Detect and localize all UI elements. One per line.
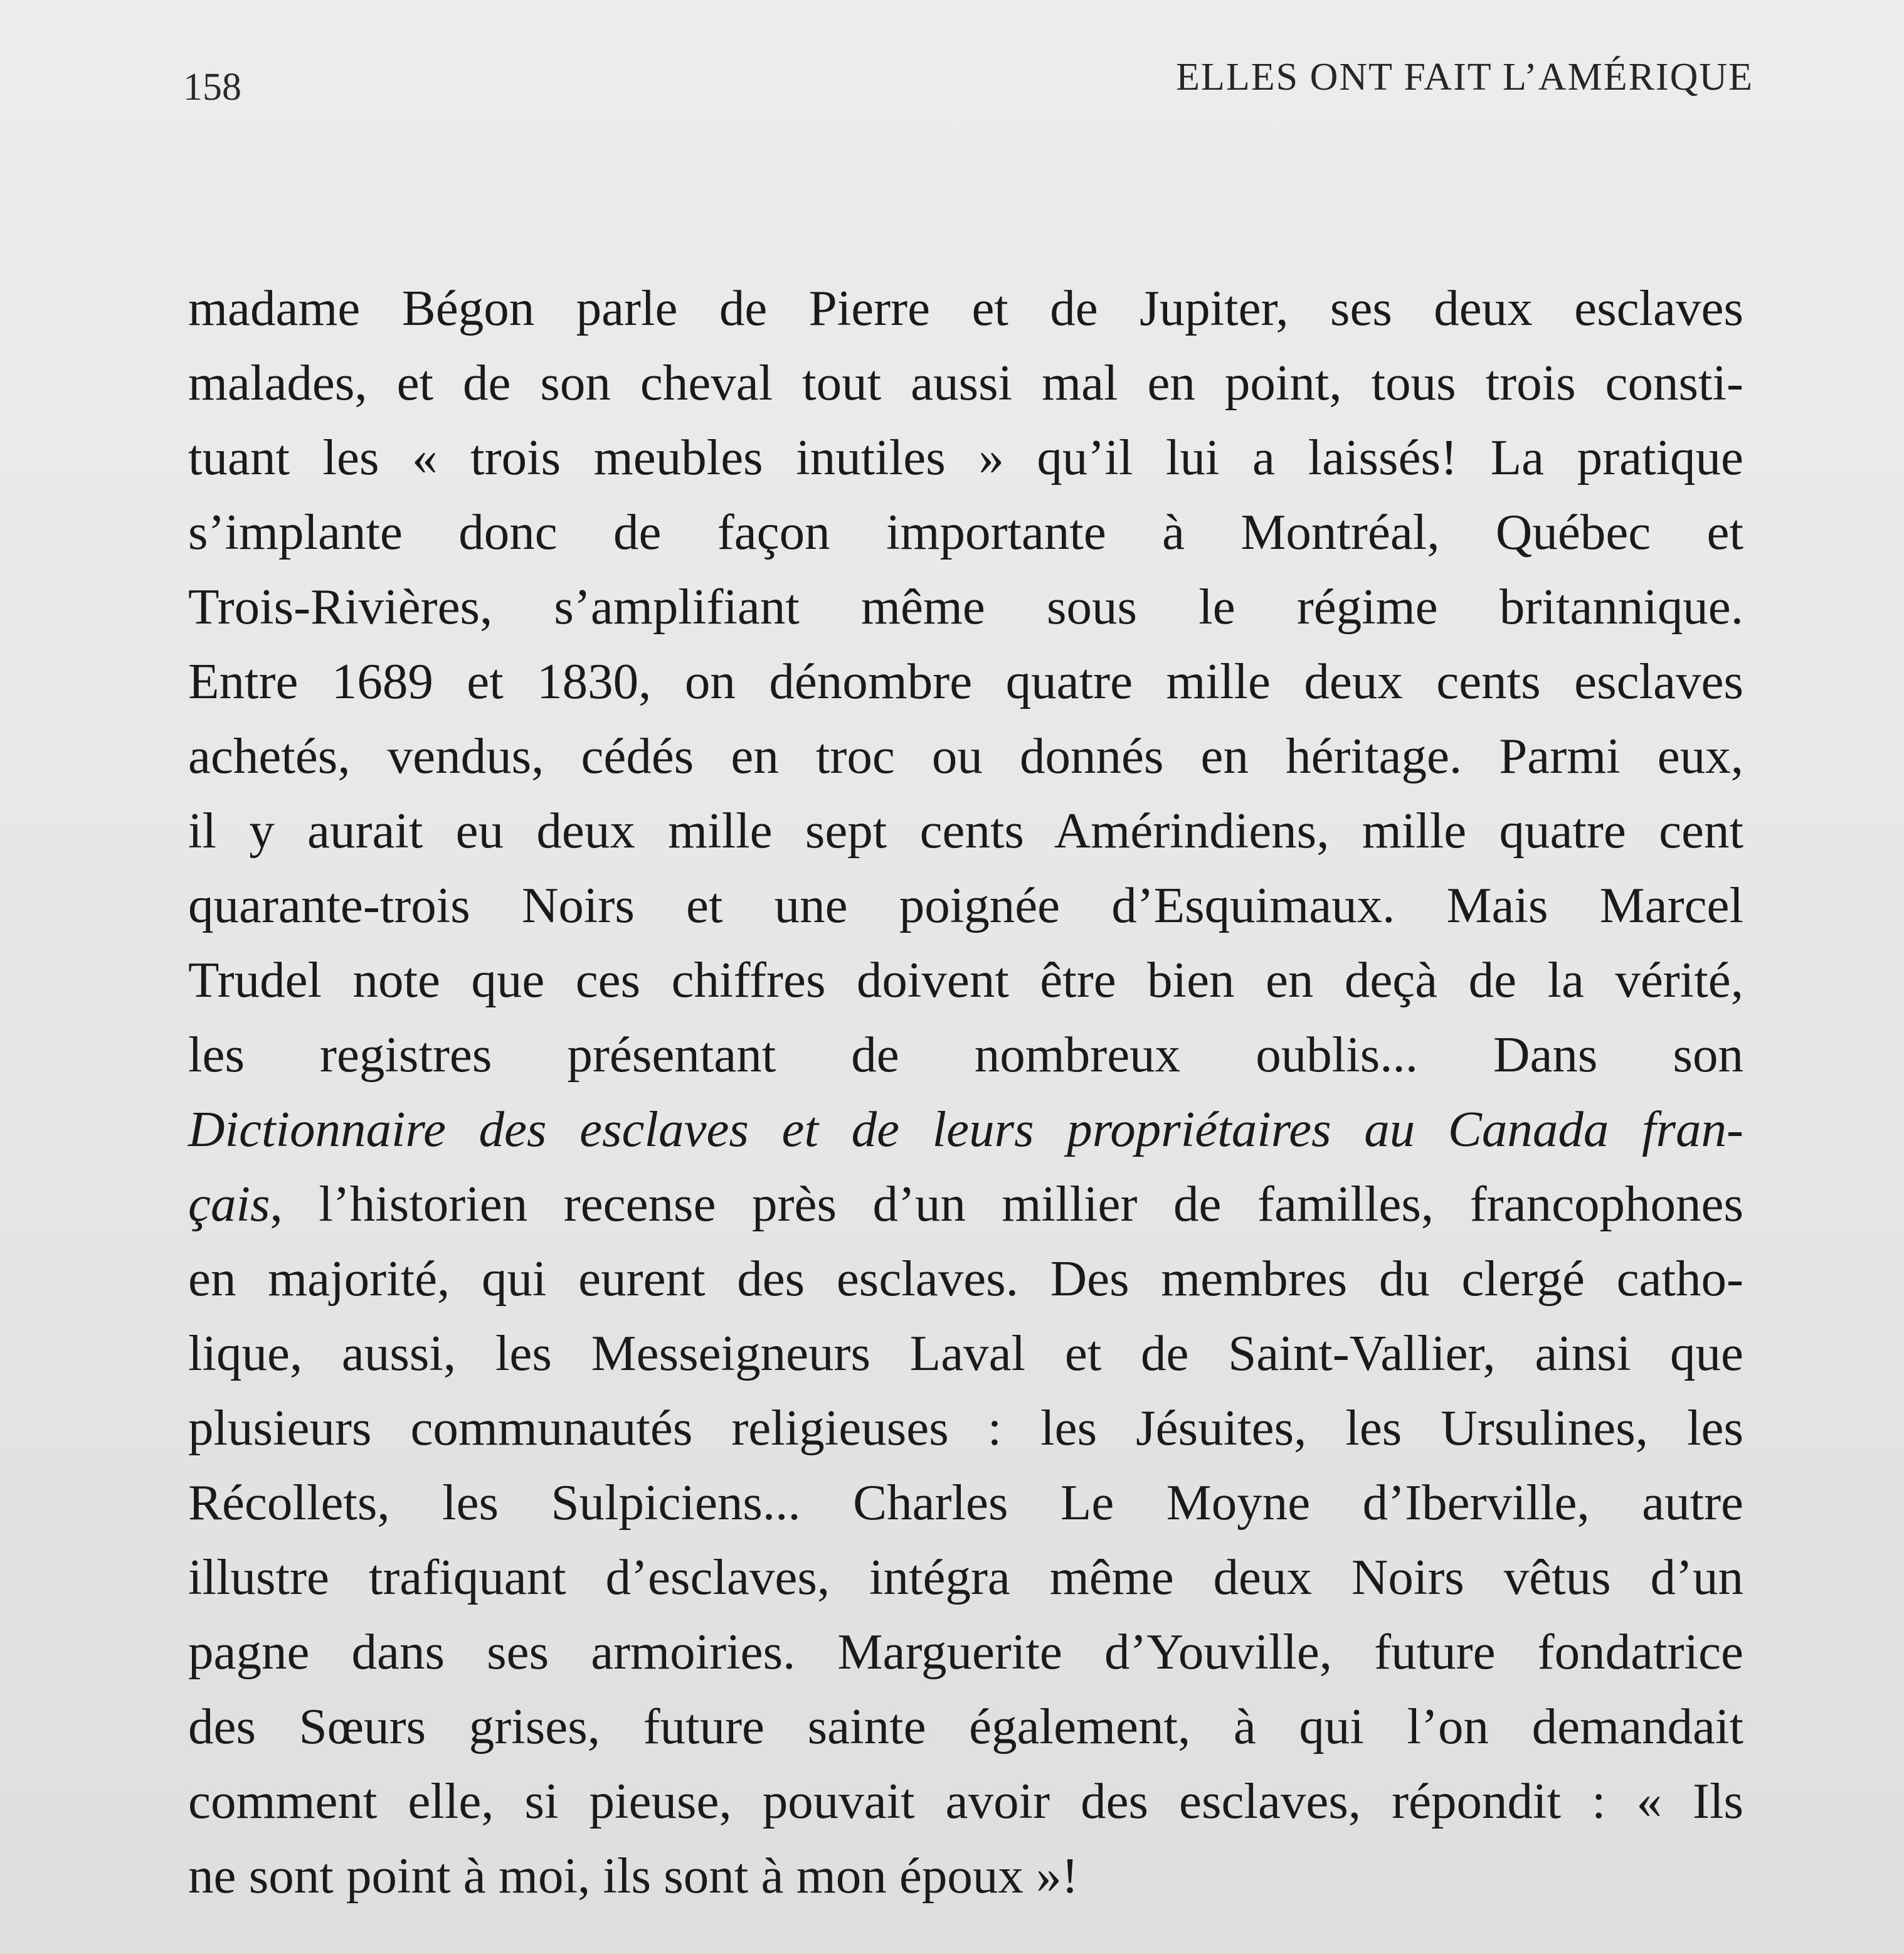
text-line: Entre 1689 et 1830, on dénombre quatre mille deux cents esclaves [188, 653, 1743, 709]
text-line: lique, aussi, les Messeigneurs Laval et de Saint-Vallier, ainsi que [188, 1325, 1743, 1381]
text-line: quarante-trois Noirs et une poignée d’Esquimaux. Mais Marcel [188, 877, 1743, 933]
text-line: en majorité, qui eurent des esclaves. Des membres du clergé catho- [188, 1250, 1743, 1307]
text-line: s’implante donc de façon importante à Montréal, Québec et [188, 504, 1743, 560]
text-line: pagne dans ses armoiries. Marguerite d’Youville, future fondatrice [188, 1623, 1743, 1680]
text-line: il y aurait eu deux mille sept cents Amérindiens, mille quatre cent [188, 802, 1743, 859]
text-line: Trudel note que ces chiffres doivent être bien en deçà de la vérité, [188, 952, 1743, 1008]
text-line: comment elle, si pieuse, pouvait avoir des esclaves, répondit : « Ils [188, 1773, 1743, 1829]
text-line: madame Bégon parle de Pierre et de Jupiter, ses deux esclaves [188, 280, 1743, 336]
text-line: plusieurs communautés religieuses : les Jésuites, les Ursulines, les [188, 1399, 1743, 1456]
book-title-line: Dictionnaire des esclaves et de leurs propriétaires au Canada fran- [188, 1101, 1743, 1157]
text-line: achetés, vendus, cédés en troc ou donnés en héritage. Parmi eux, [188, 728, 1743, 784]
text-line: malades, et de son cheval tout aussi mal en point, tous trois consti- [188, 354, 1743, 411]
running-title: ELLES ONT FAIT L’AMÉRIQUE [1176, 56, 1753, 98]
text-line: tuant les « trois meubles inutiles » qu’il lui a laissés! La pratique [188, 429, 1743, 486]
text-line [188, 1167, 1743, 1241]
page-number: 158 [183, 66, 241, 109]
book-title-end: çais [188, 1176, 270, 1232]
text-line-last: ne sont point à moi, ils sont à mon époux »! [188, 1847, 1079, 1904]
text-line: les registres présentant de nombreux oublis... Dans son [188, 1026, 1743, 1083]
body-paragraph [188, 271, 1743, 1913]
text-line: Trois-Rivières, s’amplifiant même sous le régime britannique. [188, 578, 1743, 635]
text-line: Récollets, les Sulpiciens... Charles Le Moyne d’Iberville, autre [188, 1474, 1743, 1531]
text-line: des Sœurs grises, future sainte également, à qui l’on demandait [188, 1698, 1743, 1755]
text-segment: , l’historien recense près d’un millier de familles, francophones [270, 1176, 1743, 1232]
text-line: illustre trafiquant d’esclaves, intégra même deux Noirs vêtus d’un [188, 1549, 1743, 1605]
